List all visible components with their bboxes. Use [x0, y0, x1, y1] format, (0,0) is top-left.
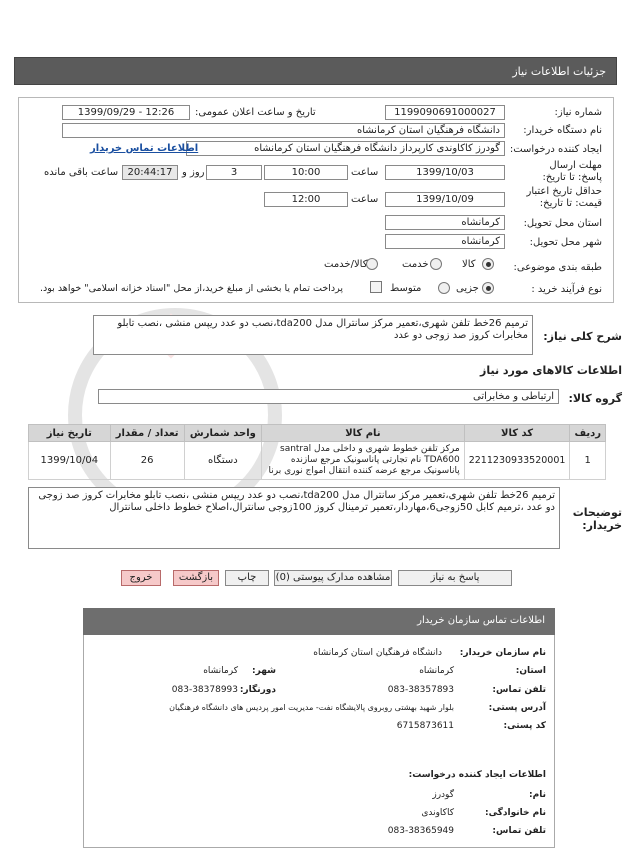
category-goods-label: کالا	[462, 259, 476, 270]
validity-date-field: 1399/10/09	[385, 192, 505, 207]
category-label: طبقه بندی موضوعی:	[513, 262, 602, 273]
page-title: جزئیات اطلاعات نیاز	[512, 65, 606, 78]
contact-city-label: شهر:	[252, 666, 276, 676]
buyer-notes-text: ترمیم 26خط تلفن شهری،تعمیر مرکز سانترال مدل tda200،نصب دو عدد ریپس منشی ،نصب تابلو مخابرات کروز صد زوجی دو عدد ،ترمیم کابل 50زوجی6،مهاردار،تعمیر ترمینال کروز 100زوجی سانترال،اصلاح خطوط داخلی سانترال	[28, 487, 560, 549]
page-title-bar	[14, 57, 617, 85]
goods-group-field: ارتباطی و مخابراتی	[98, 389, 559, 404]
contact-city: کرمانشاه	[203, 666, 238, 676]
contact-phone: 083-38357893	[387, 685, 454, 695]
col-date: تاریخ نیاز	[29, 425, 111, 442]
validity-label: حداقل تاریخ اعتبار قیمت: تا تاریخ:	[526, 186, 602, 209]
goods-table	[28, 424, 606, 480]
announce-label: تاریخ و ساعت اعلان عمومی:	[195, 107, 316, 118]
buyer-org-field: دانشگاه فرهنگیان استان کرمانشاه	[62, 123, 505, 138]
reply-time-field: 10:00	[264, 165, 348, 180]
process-medium-label: متوسط	[390, 283, 422, 294]
creator-last-name: کاکاوندی	[421, 808, 454, 818]
process-minor-label: جزیی	[456, 283, 479, 294]
contact-fax-label: دورنگار:	[239, 685, 276, 695]
validity-hour-label: ساعت	[351, 194, 379, 205]
validity-time-field: 12:00	[264, 192, 348, 207]
back-button[interactable]: بازگشت	[173, 570, 219, 586]
col-row: ردیف	[570, 425, 606, 442]
need-number-field: 1199090691000027	[385, 105, 505, 120]
col-unit: واحد شمارش	[184, 425, 261, 442]
summary-text: ترمیم 26خط تلفن شهری،تعمیر مرکز سانترال مدل tda200،نصب دو عدد ریپس منشی ،نصب تابلو مخابرات کروز صد زوجی دو عدد	[93, 315, 533, 355]
reply-deadline-label: مهلت ارسال پاسخ: تا تاریخ:	[542, 160, 602, 183]
need-number-label: شماره نیاز:	[554, 107, 602, 118]
col-name: نام کالا	[262, 425, 465, 442]
cell-date: 1399/10/04	[29, 442, 111, 480]
process-label: نوع فرآیند خرید :	[531, 284, 602, 295]
contact-postal-label: کد پستی:	[503, 721, 546, 731]
contact-province: کرمانشاه	[419, 666, 454, 676]
contact-org-label: نام سازمان خریدار:	[459, 648, 546, 658]
print-button[interactable]: چاپ	[225, 570, 269, 586]
cell-code: 2211230933520001	[464, 442, 570, 480]
city-field: کرمانشاه	[385, 234, 505, 249]
summary-label: شرح کلی نیاز:	[543, 330, 622, 343]
category-radio-goods[interactable]	[482, 258, 494, 270]
announce-field: 1399/09/29 - 12:26	[62, 105, 190, 120]
goods-section-title: اطلاعات کالاهای مورد نیاز	[480, 364, 622, 377]
reply-date-field: 1399/10/03	[385, 165, 505, 180]
contact-org: دانشگاه فرهنگیان استان کرمانشاه	[313, 648, 442, 658]
goods-table-header	[29, 425, 606, 442]
process-radio-minor[interactable]	[482, 282, 494, 294]
process-radio-medium[interactable]	[438, 282, 450, 294]
contact-fax: 083-38378993	[171, 685, 238, 695]
payment-note: پرداخت تمام یا بخشی از مبلغ خرید،از محل "اسناد خزانه اسلامی" خواهد بود.	[40, 283, 343, 294]
cell-row: 1	[570, 442, 606, 480]
remaining-time-field: 20:44:17	[122, 165, 178, 180]
contact-address: بلوار شهید بهشتی روبروی پالایشگاه نفت- مدیریت امور پردیس های دانشگاه فرهنگیان	[169, 703, 454, 712]
buyer-contact-link[interactable]: اطلاعات تماس خریدار	[90, 143, 199, 154]
days-label: روز و	[182, 167, 205, 178]
cell-qty: 26	[110, 442, 184, 480]
reply-hour-label: ساعت	[351, 167, 379, 178]
category-goods-service-label: کالا/خدمت	[324, 259, 368, 270]
province-label: استان محل تحویل:	[523, 218, 602, 229]
creator-label: ایجاد کننده درخواست:	[509, 144, 602, 155]
table-row	[29, 442, 606, 480]
creator-last-name-label: نام خانوادگی:	[484, 808, 546, 818]
creator-phone-label: تلفن تماس:	[492, 826, 546, 836]
creator-first-name-label: نام:	[529, 790, 546, 800]
col-code: کد کالا	[464, 425, 570, 442]
treasury-checkbox[interactable]	[370, 281, 382, 293]
exit-button[interactable]: خروج	[121, 570, 161, 586]
buyer-org-label: نام دستگاه خریدار:	[523, 125, 602, 136]
creator-field: گودرز کاکاوندی کارپرداز دانشگاه فرهنگیان استان کرمانشاه	[186, 141, 505, 156]
contact-header	[83, 608, 555, 635]
creator-info-title: اطلاعات ایجاد کننده درخواست:	[408, 770, 546, 780]
col-qty: تعداد / مقدار	[110, 425, 184, 442]
cell-unit: دستگاه	[184, 442, 261, 480]
category-service-label: خدمت	[402, 259, 429, 270]
creator-phone: 083-38365949	[387, 826, 454, 836]
contact-title: اطلاعات تماس سازمان خریدار	[417, 615, 545, 626]
contact-province-label: استان:	[515, 666, 546, 676]
days-field: 3	[206, 165, 262, 180]
province-field: کرمانشاه	[385, 215, 505, 230]
city-label: شهر محل تحویل:	[529, 237, 602, 248]
buyer-notes-label: توضیحات خریدار:	[572, 506, 622, 532]
goods-group-label: گروه کالا:	[568, 392, 622, 405]
contact-address-label: آدرس پستی:	[488, 703, 546, 713]
reply-button[interactable]: پاسخ به نیاز	[398, 570, 512, 586]
creator-first-name: گودرز	[432, 790, 454, 800]
cell-name: مرکز تلفن خطوط شهری و داخلی مدل santral TDA600 نام تجارتی پاناسونیک مرجع سازنده پاناسونیک مرجع عرضه کننده انتقال امواج نوری برنا	[262, 442, 465, 480]
attachments-button[interactable]: مشاهده مدارک پیوستی (0)	[274, 570, 392, 586]
contact-phone-label: تلفن تماس:	[492, 685, 546, 695]
contact-postal: 6715873611	[396, 721, 454, 731]
remaining-label: ساعت باقی مانده	[44, 167, 119, 178]
category-radio-service[interactable]	[430, 258, 442, 270]
